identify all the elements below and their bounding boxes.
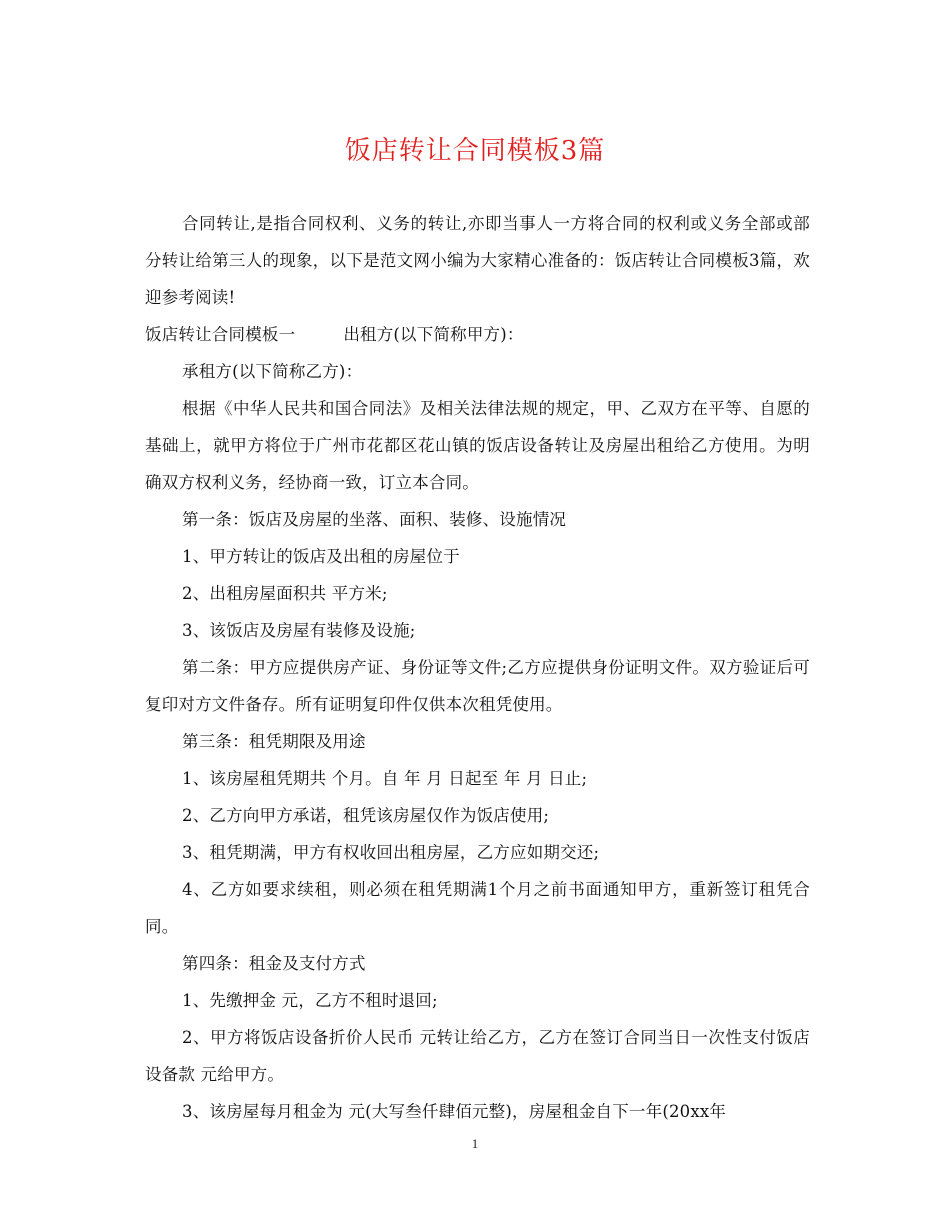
article-1-item: 3、该饭店及房屋有装修及设施;	[182, 621, 416, 640]
article-1-item: 2、出租房屋面积共 平方米;	[182, 584, 388, 603]
article-4-heading: 第四条：租金及支付方式	[182, 954, 366, 973]
template-heading: 饭店转让合同模板一	[145, 325, 296, 344]
article-3-item: 3、租凭期满，甲方有权收回出租房屋，乙方应如期交还;	[182, 843, 600, 862]
template-heading-line	[145, 316, 810, 353]
article-4-item: 2、甲方将饭店设备折价人民币 元转让给乙方，乙方在签订合同当日一次性支付饭店设备款 元给甲方。	[145, 1028, 810, 1084]
lessor-line: 出租方(以下简称甲方)：	[343, 325, 524, 344]
document-title: 饭店转让合同模板3篇	[344, 136, 606, 166]
article-3-item: 4、乙方如要求续租，则必须在租凭期满1个月之前书面通知甲方，重新签订租凭合同。	[145, 880, 810, 936]
lessee-line: 承租方(以下简称乙方)：	[182, 362, 363, 381]
intro-paragraph: 合同转让,是指合同权利、义务的转让,亦即当事人一方将合同的权利或义务全部或部分转让给第三人的现象，以下是范文网小编为大家精心准备的：饭店转让合同模板3篇，欢迎参考阅读!	[145, 214, 810, 307]
document-body	[145, 205, 810, 1130]
article-3-heading: 第三条：租凭期限及用途	[182, 732, 366, 751]
article-2-paragraph: 第二条：甲方应提供房产证、身份证等文件;乙方应提供身份证明文件。双方验证后可复印对方文件备存。所有证明复印件仅供本次租凭使用。	[145, 658, 810, 714]
article-3-item: 1、该房屋租凭期共 个月。自 年 月 日起至 年 月 日止;	[182, 769, 588, 788]
article-3-item: 2、乙方向甲方承诺，租凭该房屋仅作为饭店使用;	[182, 806, 550, 825]
preamble-paragraph: 根据《中华人民共和国合同法》及相关法律法规的规定，甲、乙双方在平等、自愿的基础上，就甲方将位于广州市花都区花山镇的饭店设备转让及房屋出租给乙方使用。为明确双方权利义务，经协商一致，订立本合同。	[145, 399, 810, 492]
article-4-item: 1、先缴押金 元，乙方不租时退回;	[182, 991, 438, 1010]
article-1-item: 1、甲方转让的饭店及出租的房屋位于	[182, 547, 460, 566]
page-number: 1	[471, 1136, 479, 1151]
article-1-heading: 第一条：饭店及房屋的坐落、面积、装修、设施情况	[182, 510, 567, 529]
article-4-item: 3、该房屋每月租金为 元(大写叁仟肆佰元整)，房屋租金自下一年(20xx年	[182, 1102, 727, 1121]
